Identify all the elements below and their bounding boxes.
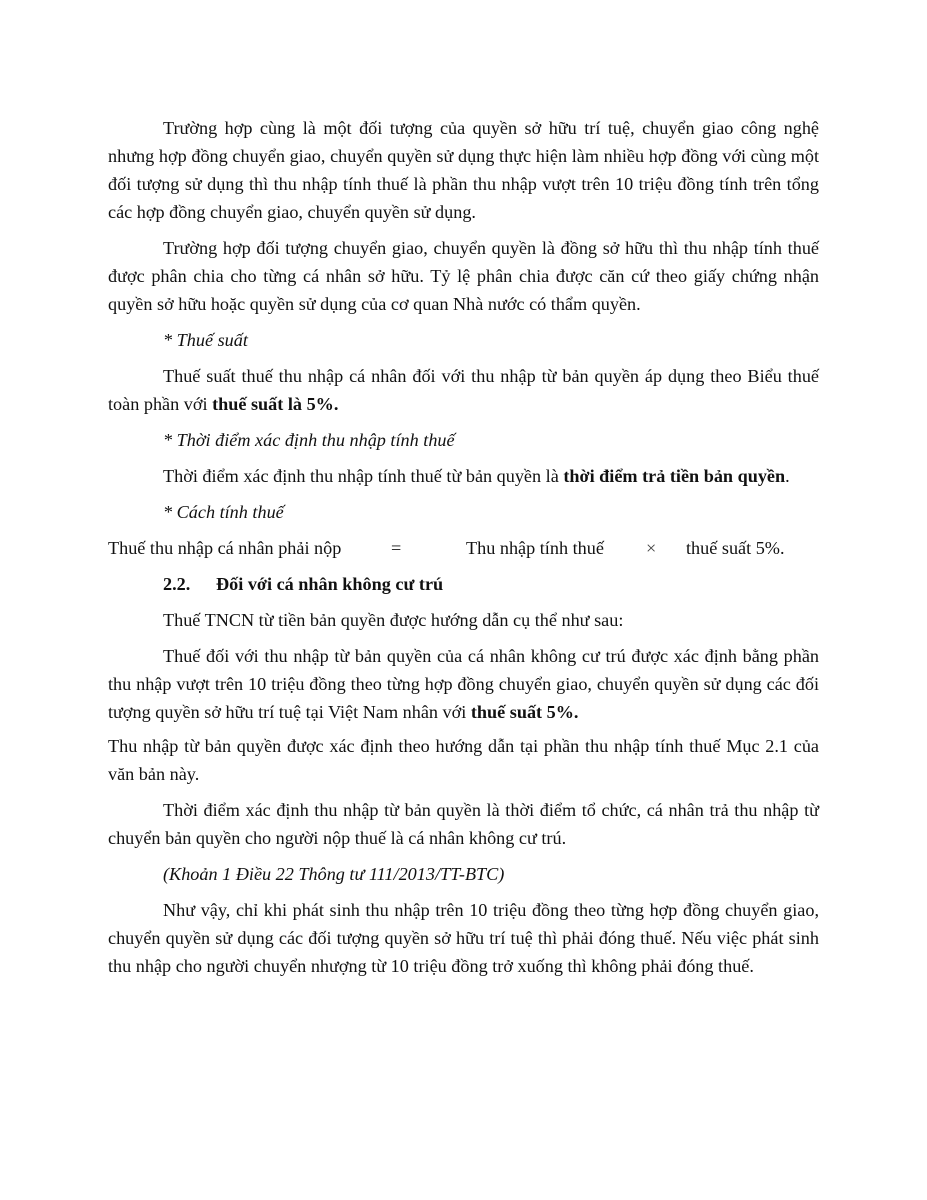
section-number: 2.2. xyxy=(163,574,191,594)
formula-times: × xyxy=(646,538,657,558)
paragraph-guidance: Thuế TNCN từ tiền bản quyền được hướng dẫn cụ thể như sau: xyxy=(163,610,624,630)
formula-income: Thu nhập tính thuế xyxy=(466,538,604,558)
formula-lhs: Thuế thu nhập cá nhân phải nộp xyxy=(108,538,342,558)
paragraph-conclusion: Như vậy, chỉ khi phát sinh thu nhập trên 10 triệu đồng theo từng hợp đồng chuyển giao, chuyển quyền sử dụng các đối tượng quyền sở hữu trí tuệ thì phải đóng thuế. Nếu việc phát sinh thu nhập cho người chuyển nhượng từ 10 triệu đồng trở xuống thì không phải đóng thuế. xyxy=(108,900,819,976)
paragraph-income-reference: Thu nhập từ bản quyền được xác định theo hướng dẫn tại phần thu nhập tính thuế Mục 2.1 của văn bản này. xyxy=(108,736,819,784)
section-title: Đối với cá nhân không cư trú xyxy=(216,574,444,594)
subheading-method: * Cách tính thuế xyxy=(163,502,284,522)
document-body xyxy=(108,114,819,980)
subheading-timing: * Thời điểm xác định thu nhập tính thuế xyxy=(163,430,455,450)
paragraph-tax-rate xyxy=(108,362,819,418)
tax-rate-bold: thuế suất là 5%. xyxy=(212,394,339,414)
subheading-tax-rate: * Thuế suất xyxy=(163,330,248,350)
legal-citation: (Khoản 1 Điều 22 Thông tư 111/2013/TT-BTC) xyxy=(163,864,505,884)
nonresident-text: Thuế đối với thu nhập từ bản quyền của cá nhân không cư trú được xác định bằng phần thu nhập vượt trên 10 triệu đồng theo từng hợp đồng chuyển giao, chuyển quyền sử dụng các đối tượng quyền sở hữu trí tuệ tại Việt Nam nhân với xyxy=(108,646,819,722)
paragraph-co-ownership: Trường hợp đối tượng chuyển giao, chuyển quyền là đồng sở hữu thì thu nhập tính thuế được phân chia cho từng cá nhân sở hữu. Tỷ lệ phân chia được căn cứ theo giấy chứng nhận quyền sở hữu hoặc quyền sử dụng của cơ quan Nhà nước có thẩm quyền. xyxy=(108,238,819,314)
paragraph-same-object: Trường hợp cùng là một đối tượng của quyền sở hữu trí tuệ, chuyển giao công nghệ nhưng hợp đồng chuyển giao, chuyển quyền sử dụng thực hiện làm nhiều hợp đồng với cùng một đối tượng sử dụng thì thu nhập tính thuế là phần thu nhập vượt trên 10 triệu đồng tính trên tổng các hợp đồng chuyển giao, chuyển quyền sử dụng. xyxy=(108,118,819,222)
timing-end: . xyxy=(785,466,790,486)
paragraph-timing xyxy=(108,462,819,490)
tax-rate-text: Thuế suất thuế thu nhập cá nhân đối với thu nhập từ bản quyền áp dụng theo Biểu thuế toàn phần với xyxy=(108,366,819,414)
timing-text: Thời điểm xác định thu nhập tính thuế từ bản quyền là xyxy=(163,466,564,486)
paragraph-nonresident-tax xyxy=(108,642,819,726)
timing-bold: thời điểm trả tiền bản quyền xyxy=(563,466,786,486)
formula-equals: = xyxy=(391,538,402,558)
section-heading xyxy=(108,570,819,598)
nonresident-bold: thuế suất 5%. xyxy=(470,702,579,722)
tax-formula xyxy=(108,534,819,562)
paragraph-nonresident-timing: Thời điểm xác định thu nhập từ bản quyền là thời điểm tổ chức, cá nhân trả thu nhập từ chuyển bản quyền cho người nộp thuế là cá nhân không cư trú. xyxy=(108,800,819,848)
formula-rate: thuế suất 5%. xyxy=(686,538,785,558)
